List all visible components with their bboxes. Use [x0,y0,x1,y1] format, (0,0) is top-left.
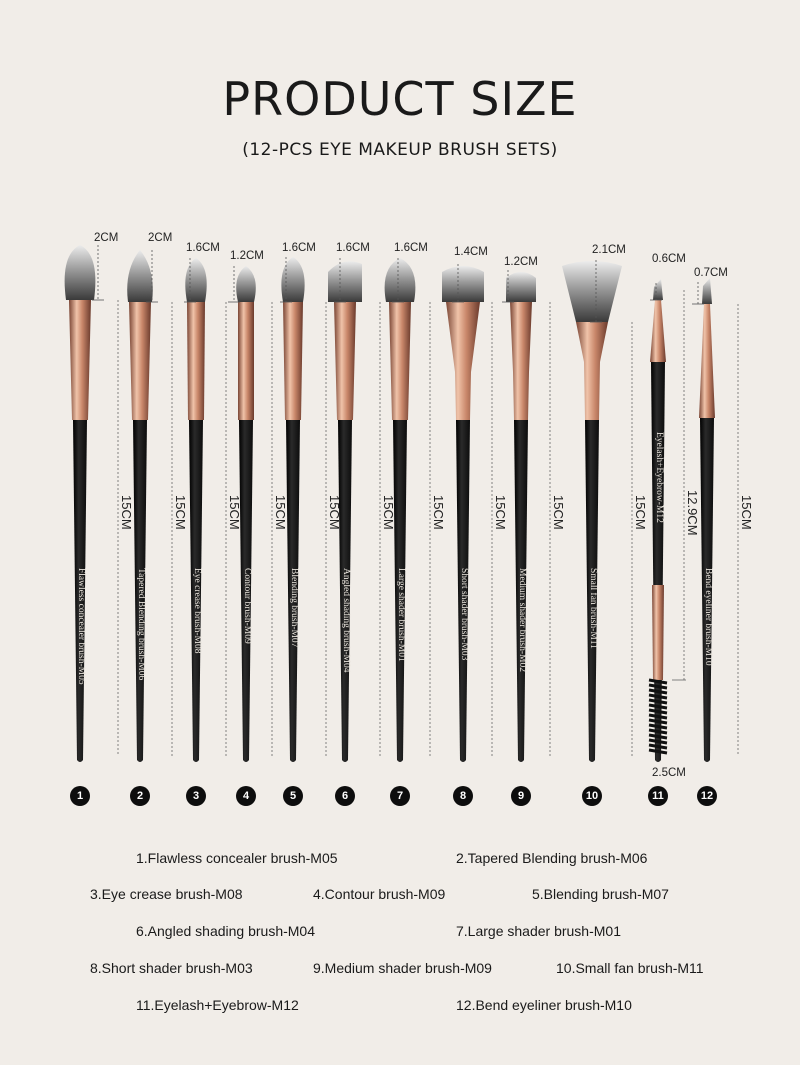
brush-4-length: 15CM [273,495,288,530]
brush-8-handle-label: Short shader brush-M03 [459,568,469,661]
brush-9-head-size: 1.2CM [504,256,538,268]
brush-2-head-size: 2CM [148,232,173,244]
brush-12-ferrule [699,304,715,418]
spoolie-bristle [649,705,667,708]
brush-12-head [702,278,712,304]
brush-3-head-size: 1.6CM [186,242,220,254]
legend-item: 12.Bend eyeliner brush-M10 [456,997,632,1013]
brush-8-number-badge: 8 [453,786,473,806]
brush-11-second-ferrule [652,585,664,680]
brush-5-handle-label: Blending brush-M07 [289,568,299,648]
legend-item: 6.Angled shading brush-M04 [136,923,316,939]
brush-5-head-size: 1.6CM [282,242,316,254]
brush-7-head [385,258,416,302]
spoolie-bristle [649,725,667,728]
legend-item: 10.Small fan brush-M11 [556,960,704,976]
brush-2-head [127,250,153,302]
brush-9-handle-label: Medium shader brush-M02 [517,568,527,672]
brush-10-number-badge: 10 [582,786,602,806]
spoolie-bristle [649,720,667,723]
brush-5-head [281,257,304,302]
brush-11-head-size: 0.6CM [652,253,686,265]
brush-8-head [442,266,484,302]
spoolie-bristle [649,715,667,718]
brush-8-length: 15CM [493,495,508,530]
brush-4-number-badge: 4 [236,786,256,806]
brush-10-handle-label: Small fan brush-M11 [588,568,598,649]
brush-9-head [506,272,536,302]
spoolie-bristle [649,685,667,688]
brush-6-handle-label: Angled shading brush-M04 [341,568,351,673]
brush-3-length: 15CM [227,495,242,530]
brush-3-head [185,258,206,302]
legend-item: 3.Eye crease brush-M08 [90,886,243,902]
brush-6-number-badge: 6 [335,786,355,806]
legend-item: 1.Flawless concealer brush-M05 [136,850,338,866]
brush-9-ferrule [510,302,532,420]
brush-2-handle-label: Tapered Blending brush-M06 [136,568,146,681]
brush-8-head-size: 1.4CM [454,246,488,258]
page-title: PRODUCT SIZE [222,72,578,126]
spoolie-bristle [649,710,667,713]
brush-12-head-size: 0.7CM [694,267,728,279]
brush-1-number-badge: 1 [70,786,90,806]
brush-2-length: 15CM [173,495,188,530]
brush-12-length: 15CM [739,495,754,530]
brush-11-head [653,279,663,300]
legend-item: 2.Tapered Blending brush-M06 [456,850,648,866]
brush-5-length: 15CM [327,495,342,530]
brush-8-ferrule [446,302,480,420]
brush-11-ferrule [650,300,666,362]
brush-7-handle-label: Large shader brush-M01 [396,568,406,662]
brush-3-handle-label: Eye crease brush-M08 [192,568,202,654]
spoolie-bristle [649,700,667,703]
brush-1-head [65,245,96,300]
brush-4-handle-label: Contour brush-M09 [242,568,252,644]
spoolie-bristle [649,750,667,753]
brush-3-number-badge: 3 [186,786,206,806]
brush-11-number-badge: 11 [648,786,668,806]
spoolie-bristle [649,690,667,693]
brush-1-head-size: 2CM [94,232,119,244]
brush-6-ferrule [334,302,356,420]
brush-7-length: 15CM [431,495,446,530]
brush-12-number-badge: 12 [697,786,717,806]
brush-2-number-badge: 2 [130,786,150,806]
brush-6-length: 15CM [381,495,396,530]
brush-7-ferrule [389,302,411,420]
brush-7-number-badge: 7 [390,786,410,806]
page-subtitle: (12-PCS EYE MAKEUP BRUSH SETS) [242,140,558,160]
brush-1-ferrule [69,300,91,420]
brush-11-handle-label: Eyelash+Eyebrow-M12 [654,432,664,523]
spoolie-bristle [649,745,667,748]
legend-item: 7.Large shader brush-M01 [456,923,621,939]
legend-item: 11.Eyelash+Eyebrow-M12 [136,997,299,1013]
brush-5-ferrule [283,302,303,420]
brush-11-length: 12.9CM [685,490,700,536]
brush-1-length: 15CM [119,495,134,530]
brush-4-head-size: 1.2CM [230,250,264,262]
spoolie-bristle [649,730,667,733]
brush-9-length: 15CM [551,495,566,530]
spoolie-bristle [649,695,667,698]
legend-item: 5.Blending brush-M07 [532,886,669,902]
brush-6-head [328,261,362,302]
legend-item: 4.Contour brush-M09 [313,886,446,902]
legend-item: 8.Short shader brush-M03 [90,960,253,976]
brush-10-head-size: 2.1CM [592,244,626,256]
brush-7-head-size: 1.6CM [394,242,428,254]
brush-4-head [236,266,256,302]
legend-item: 9.Medium shader brush-M09 [313,960,492,976]
brush-6-head-size: 1.6CM [336,242,370,254]
brush-10-ferrule [576,322,608,420]
brush-4-ferrule [238,302,254,420]
spoolie-bristle [649,735,667,738]
brush-9-number-badge: 9 [511,786,531,806]
brush-10-head [562,261,622,322]
brush-12-handle-label: Bend eyeliner brush-M10 [703,568,713,666]
brush-5-number-badge: 5 [283,786,303,806]
brush-1-handle-label: Flawless concealer brush-M05 [76,568,86,685]
spoolie-bristle [649,740,667,743]
brush-2-ferrule [129,302,151,420]
spoolie-bristle [649,680,667,683]
brush-11-spoolie-size: 2.5CM [652,767,686,779]
brush-10-length: 15CM [633,495,648,530]
brush-3-ferrule [187,302,205,420]
